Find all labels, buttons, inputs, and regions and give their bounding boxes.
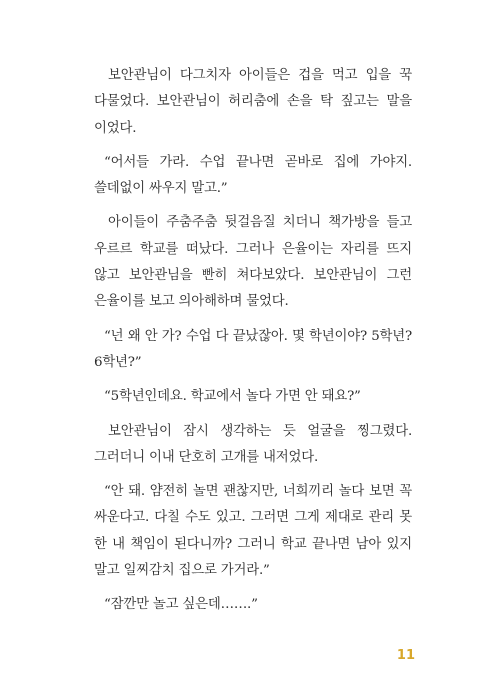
paragraph-dialogue-4: “안 돼. 얌전히 놀면 괜찮지만, 너희끼리 놀다 보면 꼭 싸운다고. 다칠 수도 있고. 그러면 그게 제대로 관리 못 한 내 책임이 된다니까? 그러니 학교 끝나면 남아 있지 말고 일찌감치 집으로 가거라.” [94,484,412,579]
body-text [94,63,412,627]
paragraph-narration-1: 보안관님이 다그치자 아이들은 겁을 먹고 입을 꾹 다물었다. 보안관님이 허리춤에 손을 탁 짚고는 말을 이었다. [94,68,412,136]
paragraph-dialogue-1: “어서들 가라. 수업 끝나면 곧바로 집에 가야지. 쓸데없이 싸우지 말고.” [94,154,412,197]
paragraph-narration-3: 보안관님이 잠시 생각하는 듯 얼굴을 찡그렸다. 그러더니 이내 단호히 고개를 내저었다. [94,423,412,465]
paragraph-dialogue-2: “넌 왜 안 가? 수업 다 끝났잖아. 몇 학년이야? 5학년? 6학년?” [94,328,412,370]
page-number: 11 [396,648,415,663]
paragraph-narration-2: 아이들이 주춤주춤 뒷걸음질 치더니 책가방을 들고 우르르 학교를 떠났다. 그러나 은율이는 자리를 뜨지 않고 보안관님을 빤히 쳐다보았다. 보안관님이 그런 은율이를 보고 의아해하며 물었다. [94,215,412,310]
paragraph-dialogue-3: “5학년인데요. 학교에서 놀다 가면 안 돼요?” [104,389,361,405]
paragraph-dialogue-5: “잠깐만 놀고 싶은데…….” [104,597,258,613]
